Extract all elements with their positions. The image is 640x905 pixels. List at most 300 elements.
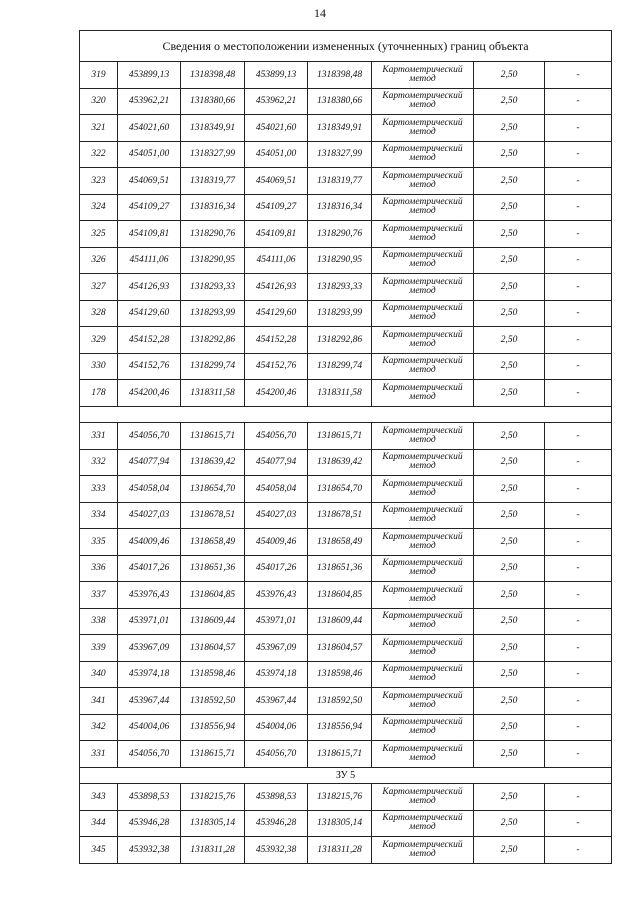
old-x-cell: 454152,28 <box>118 327 181 354</box>
old-x-cell: 453967,44 <box>118 688 181 715</box>
method-line-1: Картометрический <box>382 813 463 824</box>
method-cell <box>372 423 474 450</box>
old-x-cell: 453974,18 <box>118 661 181 688</box>
new-y-cell: 1318299,74 <box>308 353 372 380</box>
precision-cell: 2,50 <box>474 784 545 811</box>
method-line-2: метод <box>409 593 436 604</box>
method-cell <box>372 221 474 248</box>
table-row <box>80 115 612 142</box>
method-cell <box>372 784 474 811</box>
new-y-cell: 1318327,99 <box>308 141 372 168</box>
method-cell <box>372 741 474 768</box>
new-y-cell: 1318604,85 <box>308 582 372 609</box>
old-x-cell: 454200,46 <box>118 380 181 407</box>
old-x-cell: 454069,51 <box>118 168 181 195</box>
method-line-2: метод <box>409 848 436 859</box>
point-number-cell: 335 <box>80 529 118 556</box>
old-x-cell: 453946,28 <box>118 810 181 837</box>
method-line-1: Картометрический <box>382 329 463 340</box>
new-x-cell: 454017,26 <box>245 555 308 582</box>
old-y-cell: 1318290,95 <box>181 247 245 274</box>
new-x-cell: 454027,03 <box>245 502 308 529</box>
new-x-cell: 453967,09 <box>245 635 308 662</box>
old-y-cell: 1318293,99 <box>181 300 245 327</box>
point-number-cell: 338 <box>80 608 118 635</box>
method-cell <box>372 380 474 407</box>
description-cell: - <box>545 810 612 837</box>
method-line-1: Картометрический <box>382 717 463 728</box>
point-number-cell: 324 <box>80 194 118 221</box>
method-cell <box>372 327 474 354</box>
precision-cell: 2,50 <box>474 380 545 407</box>
new-x-cell: 453932,38 <box>245 837 308 864</box>
table-row <box>80 327 612 354</box>
table-row <box>80 423 612 450</box>
method-cell <box>372 300 474 327</box>
description-cell: - <box>545 274 612 301</box>
point-number-cell: 320 <box>80 88 118 115</box>
table-row <box>80 635 612 662</box>
method-cell <box>372 555 474 582</box>
method-cell <box>372 168 474 195</box>
old-x-cell: 454126,93 <box>118 274 181 301</box>
old-y-cell: 1318592,50 <box>181 688 245 715</box>
old-x-cell: 454109,27 <box>118 194 181 221</box>
old-y-cell: 1318327,99 <box>181 141 245 168</box>
old-y-cell: 1318311,58 <box>181 380 245 407</box>
method-line-2: метод <box>409 206 436 217</box>
method-line-2: метод <box>409 232 436 243</box>
point-number-cell: 327 <box>80 274 118 301</box>
precision-cell: 2,50 <box>474 529 545 556</box>
precision-cell: 2,50 <box>474 115 545 142</box>
old-y-cell: 1318299,74 <box>181 353 245 380</box>
precision-cell: 2,50 <box>474 582 545 609</box>
old-y-cell: 1318678,51 <box>181 502 245 529</box>
table-row <box>80 688 612 715</box>
table-row <box>80 380 612 407</box>
old-y-cell: 1318316,34 <box>181 194 245 221</box>
new-y-cell: 1318311,28 <box>308 837 372 864</box>
method-line-1: Картометрический <box>382 531 463 542</box>
method-line-1: Картометрический <box>382 786 463 797</box>
new-y-cell: 1318615,71 <box>308 741 372 768</box>
point-number-cell: 330 <box>80 353 118 380</box>
new-x-cell: 454111,06 <box>245 247 308 274</box>
method-line-1: Картометрический <box>382 356 463 367</box>
old-x-cell: 454027,03 <box>118 502 181 529</box>
table-row <box>80 476 612 503</box>
method-line-2: метод <box>409 259 436 270</box>
new-y-cell: 1318292,86 <box>308 327 372 354</box>
method-cell <box>372 502 474 529</box>
precision-cell: 2,50 <box>474 502 545 529</box>
table-header-row <box>80 31 612 62</box>
table-row <box>80 449 612 476</box>
precision-cell: 2,50 <box>474 661 545 688</box>
method-cell <box>372 608 474 635</box>
method-line-2: метод <box>409 726 436 737</box>
precision-cell: 2,50 <box>474 476 545 503</box>
new-y-cell: 1318658,49 <box>308 529 372 556</box>
new-x-cell: 454058,04 <box>245 476 308 503</box>
old-y-cell: 1318651,36 <box>181 555 245 582</box>
table-row <box>80 810 612 837</box>
table-row <box>80 300 612 327</box>
method-line-1: Картометрический <box>382 197 463 208</box>
table-row <box>80 582 612 609</box>
method-line-1: Картометрический <box>382 91 463 102</box>
new-y-cell: 1318604,57 <box>308 635 372 662</box>
old-y-cell: 1318639,42 <box>181 449 245 476</box>
new-x-cell: 454004,06 <box>245 714 308 741</box>
method-line-1: Картометрический <box>382 637 463 648</box>
point-number-cell: 322 <box>80 141 118 168</box>
old-x-cell: 453962,21 <box>118 88 181 115</box>
table-row <box>80 353 612 380</box>
description-cell: - <box>545 837 612 864</box>
precision-cell: 2,50 <box>474 274 545 301</box>
point-number-cell: 326 <box>80 247 118 274</box>
description-cell: - <box>545 661 612 688</box>
point-number-cell: 342 <box>80 714 118 741</box>
table-row <box>80 661 612 688</box>
new-y-cell: 1318678,51 <box>308 502 372 529</box>
new-y-cell: 1318654,70 <box>308 476 372 503</box>
table-row <box>80 247 612 274</box>
method-line-1: Картометрический <box>382 584 463 595</box>
method-cell <box>372 688 474 715</box>
point-number-cell: 340 <box>80 661 118 688</box>
method-line-2: метод <box>409 391 436 402</box>
page-number: 14 <box>314 6 326 20</box>
old-y-cell: 1318615,71 <box>181 741 245 768</box>
precision-cell: 2,50 <box>474 194 545 221</box>
point-number-cell: 323 <box>80 168 118 195</box>
method-line-1: Картометрический <box>382 558 463 569</box>
precision-cell: 2,50 <box>474 714 545 741</box>
new-x-cell: 454200,46 <box>245 380 308 407</box>
old-y-cell: 1318658,49 <box>181 529 245 556</box>
method-line-1: Картометрический <box>382 250 463 261</box>
point-number-cell: 325 <box>80 221 118 248</box>
description-cell: - <box>545 300 612 327</box>
new-y-cell: 1318609,44 <box>308 608 372 635</box>
new-x-cell: 454021,60 <box>245 115 308 142</box>
group-separator-row <box>80 406 612 423</box>
method-line-2: метод <box>409 73 436 84</box>
new-y-cell: 1318556,94 <box>308 714 372 741</box>
point-number-cell: 333 <box>80 476 118 503</box>
old-y-cell: 1318398,48 <box>181 62 245 89</box>
method-line-1: Картометрический <box>382 839 463 850</box>
description-cell: - <box>545 635 612 662</box>
table-row <box>80 141 612 168</box>
method-line-1: Картометрический <box>382 223 463 234</box>
new-x-cell: 453898,53 <box>245 784 308 811</box>
old-y-cell: 1318215,76 <box>181 784 245 811</box>
precision-cell: 2,50 <box>474 741 545 768</box>
method-line-2: метод <box>409 514 436 525</box>
old-x-cell: 454051,00 <box>118 141 181 168</box>
precision-cell: 2,50 <box>474 247 545 274</box>
table-title: Сведения о местоположении измененных (уточненных) границ объекта <box>80 31 612 62</box>
point-number-cell: 329 <box>80 327 118 354</box>
new-x-cell: 453962,21 <box>245 88 308 115</box>
precision-cell: 2,50 <box>474 221 545 248</box>
method-line-1: Картометрический <box>382 478 463 489</box>
new-y-cell: 1318319,77 <box>308 168 372 195</box>
method-line-2: метод <box>409 487 436 498</box>
new-x-cell: 453946,28 <box>245 810 308 837</box>
new-y-cell: 1318598,46 <box>308 661 372 688</box>
method-cell <box>372 476 474 503</box>
description-cell: - <box>545 714 612 741</box>
point-number-cell: 332 <box>80 449 118 476</box>
method-line-2: метод <box>409 461 436 472</box>
old-x-cell: 454004,06 <box>118 714 181 741</box>
method-cell <box>372 194 474 221</box>
new-x-cell: 454009,46 <box>245 529 308 556</box>
new-x-cell: 454077,94 <box>245 449 308 476</box>
method-line-2: метод <box>409 752 436 763</box>
table-row <box>80 837 612 864</box>
method-cell <box>372 141 474 168</box>
description-cell: - <box>545 247 612 274</box>
description-cell: - <box>545 62 612 89</box>
description-cell: - <box>545 476 612 503</box>
point-number-cell: 341 <box>80 688 118 715</box>
old-x-cell: 454021,60 <box>118 115 181 142</box>
old-y-cell: 1318556,94 <box>181 714 245 741</box>
description-cell: - <box>545 784 612 811</box>
method-cell <box>372 529 474 556</box>
new-x-cell: 454152,28 <box>245 327 308 354</box>
method-line-1: Картометрический <box>382 303 463 314</box>
old-x-cell: 454017,26 <box>118 555 181 582</box>
new-x-cell: 454152,76 <box>245 353 308 380</box>
old-x-cell: 453976,43 <box>118 582 181 609</box>
table-row <box>80 608 612 635</box>
precision-cell: 2,50 <box>474 837 545 864</box>
old-x-cell: 454077,94 <box>118 449 181 476</box>
new-x-cell: 453899,13 <box>245 62 308 89</box>
old-y-cell: 1318293,33 <box>181 274 245 301</box>
table-row <box>80 714 612 741</box>
method-line-2: метод <box>409 434 436 445</box>
old-y-cell: 1318290,76 <box>181 221 245 248</box>
old-x-cell: 453971,01 <box>118 608 181 635</box>
point-number-cell: 319 <box>80 62 118 89</box>
old-x-cell: 454111,06 <box>118 247 181 274</box>
new-x-cell: 454069,51 <box>245 168 308 195</box>
method-cell <box>372 810 474 837</box>
method-line-1: Картометрический <box>382 64 463 75</box>
table-row <box>80 784 612 811</box>
old-y-cell: 1318654,70 <box>181 476 245 503</box>
precision-cell: 2,50 <box>474 327 545 354</box>
method-cell <box>372 837 474 864</box>
method-line-1: Картометрический <box>382 170 463 181</box>
group-separator-row <box>80 767 612 784</box>
new-x-cell: 454051,00 <box>245 141 308 168</box>
method-cell <box>372 661 474 688</box>
table-row <box>80 529 612 556</box>
method-line-2: метод <box>409 567 436 578</box>
old-y-cell: 1318609,44 <box>181 608 245 635</box>
new-y-cell: 1318290,95 <box>308 247 372 274</box>
old-y-cell: 1318615,71 <box>181 423 245 450</box>
new-x-cell: 453974,18 <box>245 661 308 688</box>
description-cell: - <box>545 555 612 582</box>
method-line-2: метод <box>409 673 436 684</box>
method-cell <box>372 88 474 115</box>
old-x-cell: 454056,70 <box>118 741 181 768</box>
old-x-cell: 454009,46 <box>118 529 181 556</box>
new-y-cell: 1318293,33 <box>308 274 372 301</box>
method-line-2: метод <box>409 312 436 323</box>
old-x-cell: 453932,38 <box>118 837 181 864</box>
new-x-cell: 453971,01 <box>245 608 308 635</box>
description-cell: - <box>545 423 612 450</box>
precision-cell: 2,50 <box>474 168 545 195</box>
old-x-cell: 454152,76 <box>118 353 181 380</box>
precision-cell: 2,50 <box>474 635 545 662</box>
old-x-cell: 453899,13 <box>118 62 181 89</box>
description-cell: - <box>545 608 612 635</box>
precision-cell: 2,50 <box>474 62 545 89</box>
point-number-cell: 343 <box>80 784 118 811</box>
old-y-cell: 1318380,66 <box>181 88 245 115</box>
new-y-cell: 1318398,48 <box>308 62 372 89</box>
method-line-1: Картометрический <box>382 664 463 675</box>
precision-cell: 2,50 <box>474 141 545 168</box>
precision-cell: 2,50 <box>474 423 545 450</box>
new-y-cell: 1318639,42 <box>308 449 372 476</box>
new-y-cell: 1318293,99 <box>308 300 372 327</box>
description-cell: - <box>545 115 612 142</box>
new-y-cell: 1318380,66 <box>308 88 372 115</box>
method-line-1: Картометрический <box>382 425 463 436</box>
method-cell <box>372 449 474 476</box>
old-x-cell: 454058,04 <box>118 476 181 503</box>
method-line-1: Картометрический <box>382 144 463 155</box>
point-number-cell: 331 <box>80 741 118 768</box>
old-x-cell: 453898,53 <box>118 784 181 811</box>
point-number-cell: 321 <box>80 115 118 142</box>
method-line-2: метод <box>409 153 436 164</box>
new-y-cell: 1318615,71 <box>308 423 372 450</box>
table-row <box>80 88 612 115</box>
group-label: ЗУ 5 <box>80 767 612 784</box>
method-cell <box>372 115 474 142</box>
method-line-1: Картометрический <box>382 382 463 393</box>
description-cell: - <box>545 168 612 195</box>
precision-cell: 2,50 <box>474 555 545 582</box>
old-x-cell: 454109,81 <box>118 221 181 248</box>
old-y-cell: 1318349,91 <box>181 115 245 142</box>
point-number-cell: 328 <box>80 300 118 327</box>
boundary-table <box>79 30 612 864</box>
table-row <box>80 502 612 529</box>
old-y-cell: 1318292,86 <box>181 327 245 354</box>
old-x-cell: 454056,70 <box>118 423 181 450</box>
method-line-2: метод <box>409 100 436 111</box>
method-cell <box>372 635 474 662</box>
old-x-cell: 453967,09 <box>118 635 181 662</box>
method-cell <box>372 274 474 301</box>
method-cell <box>372 247 474 274</box>
group-label <box>80 406 612 423</box>
method-line-2: метод <box>409 540 436 551</box>
old-y-cell: 1318305,14 <box>181 810 245 837</box>
precision-cell: 2,50 <box>474 608 545 635</box>
point-number-cell: 331 <box>80 423 118 450</box>
new-x-cell: 453976,43 <box>245 582 308 609</box>
description-cell: - <box>545 353 612 380</box>
new-x-cell: 454129,60 <box>245 300 308 327</box>
method-line-2: метод <box>409 365 436 376</box>
new-x-cell: 454109,81 <box>245 221 308 248</box>
new-y-cell: 1318316,34 <box>308 194 372 221</box>
point-number-cell: 334 <box>80 502 118 529</box>
new-x-cell: 454056,70 <box>245 423 308 450</box>
precision-cell: 2,50 <box>474 449 545 476</box>
method-line-2: метод <box>409 285 436 296</box>
method-line-2: метод <box>409 646 436 657</box>
table-row <box>80 221 612 248</box>
method-line-1: Картометрический <box>382 276 463 287</box>
description-cell: - <box>545 688 612 715</box>
point-number-cell: 345 <box>80 837 118 864</box>
old-x-cell: 454129,60 <box>118 300 181 327</box>
description-cell: - <box>545 502 612 529</box>
method-line-1: Картометрический <box>382 611 463 622</box>
method-line-2: метод <box>409 795 436 806</box>
method-line-2: метод <box>409 179 436 190</box>
description-cell: - <box>545 449 612 476</box>
new-x-cell: 454056,70 <box>245 741 308 768</box>
point-number-cell: 337 <box>80 582 118 609</box>
new-x-cell: 454109,27 <box>245 194 308 221</box>
new-y-cell: 1318651,36 <box>308 555 372 582</box>
description-cell: - <box>545 741 612 768</box>
method-line-1: Картометрический <box>382 690 463 701</box>
point-number-cell: 344 <box>80 810 118 837</box>
method-cell <box>372 353 474 380</box>
new-y-cell: 1318305,14 <box>308 810 372 837</box>
new-y-cell: 1318349,91 <box>308 115 372 142</box>
method-line-2: метод <box>409 699 436 710</box>
new-y-cell: 1318290,76 <box>308 221 372 248</box>
method-line-2: метод <box>409 126 436 137</box>
table-row <box>80 62 612 89</box>
table-row <box>80 168 612 195</box>
point-number-cell: 178 <box>80 380 118 407</box>
table-row <box>80 741 612 768</box>
description-cell: - <box>545 194 612 221</box>
description-cell: - <box>545 327 612 354</box>
method-line-2: метод <box>409 620 436 631</box>
precision-cell: 2,50 <box>474 353 545 380</box>
description-cell: - <box>545 88 612 115</box>
method-line-2: метод <box>409 822 436 833</box>
new-y-cell: 1318215,76 <box>308 784 372 811</box>
method-line-1: Картометрический <box>382 452 463 463</box>
description-cell: - <box>545 529 612 556</box>
old-y-cell: 1318319,77 <box>181 168 245 195</box>
table-row <box>80 555 612 582</box>
